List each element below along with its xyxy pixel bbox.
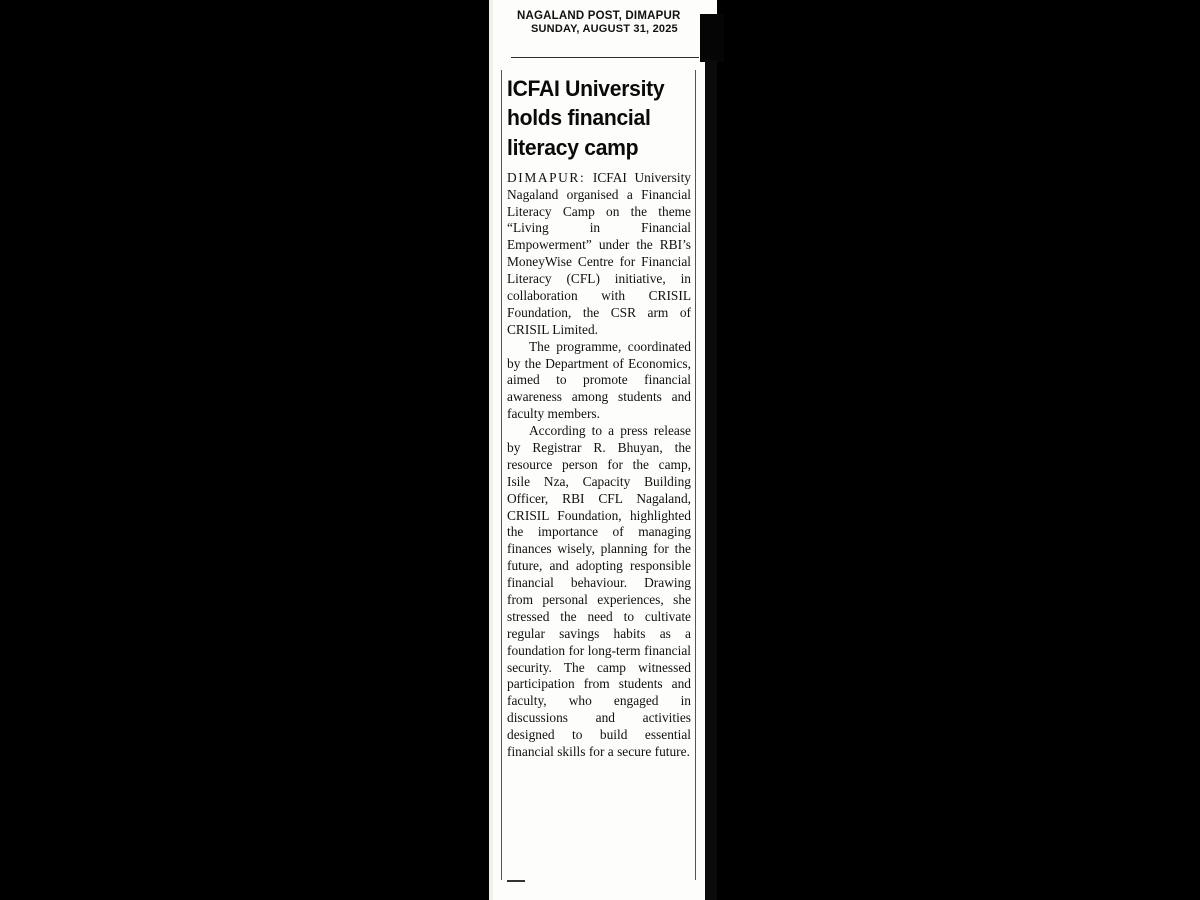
scan-edge-artifact-side: [705, 60, 717, 900]
masthead-divider: [511, 57, 699, 58]
article-paragraph-1-text: ICFAI University Nagaland organised a Financial Literacy Camp on the theme “Living in Financial Empowerment” under the RBI’s MoneyWise Centre for Financial Literacy (CFL) initiative, in collaboration with CRISIL Foundation, the CSR arm of CRISIL Limited.: [507, 169, 691, 337]
article-paragraph-2: The programme, coordinated by the Department of Economics, aimed to promote financial awareness among students and faculty members.: [507, 338, 691, 422]
article-dateline: DIMAPUR:: [507, 169, 586, 185]
newspaper-clipping: [489, 0, 717, 900]
masthead-date: SUNDAY, AUGUST 31, 2025: [531, 23, 678, 35]
masthead-publication: NAGALAND POST, DIMAPUR: [517, 10, 681, 22]
article: [507, 74, 691, 761]
article-paragraph-3: According to a press release by Registrar R. Bhuyan, the resource person for the camp, Isile Nza, Capacity Building Officer, RBI CFL Nagaland, CRISIL Foundation, highlighted the importance of managing finances wisely, planning for the future, and adopting responsible financial behaviour. Drawing from personal experiences, she stressed the need to cultivate regular savings habits as a foundation for long-term financial security. The camp witnessed participation from students and faculty, who engaged in discussions and activities designed to build essential financial skills for a secure future.: [507, 423, 691, 760]
paper-edge-shade: [489, 0, 493, 900]
article-headline: [507, 74, 684, 162]
column-rule-right: [695, 70, 696, 880]
scan-edge-artifact-top: [700, 14, 724, 62]
column-rule-left: [501, 70, 502, 880]
article-body: [507, 170, 691, 761]
headline-line-2: holds financial: [507, 105, 651, 131]
article-paragraph-1: [507, 170, 691, 339]
headline-line-3: literacy camp: [507, 134, 639, 160]
headline-line-1: ICFAI University: [507, 76, 665, 101]
masthead: [489, 10, 694, 35]
clipping-bottom-mark: [507, 880, 525, 882]
